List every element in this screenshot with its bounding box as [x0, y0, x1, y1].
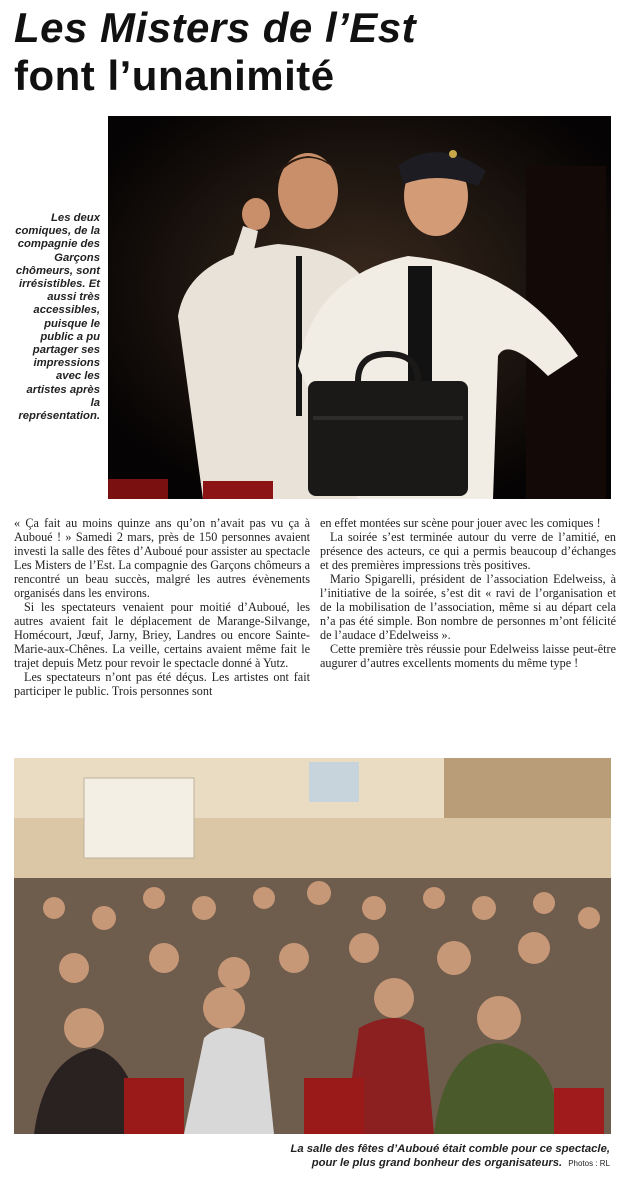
headline-line-1: Les Misters de l’Est — [14, 4, 417, 51]
paragraph: Les spectateurs n’ont pas été déçus. Les artistes ont fait participer le public. Trois personnes sont — [14, 670, 310, 698]
article-body — [14, 516, 616, 752]
audience-crowd — [14, 878, 611, 1134]
caption-line-2 — [220, 1156, 610, 1171]
text-column-left — [14, 516, 310, 698]
paragraph: « Ça fait au moins quinze ans qu’on n’avait pas vu ça à Auboué ! » Samedi 2 mars, près de 150 personnes avaient investi la salle des fêtes d’Auboué pour assister au spectacle Les Misters de l’Est. La compagnie des Garçons chômeurs a rencontré un beau succès, malgré les autres évènements organisés dans les environs. — [14, 516, 310, 600]
paragraph: Mario Spigarelli, président de l’association Edelweiss, à l’initiative de la soirée, s’est dit « ravi de l’organisation et de la mobilisation de l’association, même si au départ cela n’a pas été simple. Bon nombre de personnes m’ont félicité de l’audace d’Edelweiss ». — [320, 572, 616, 642]
caption-line-1: La salle des fêtes d’Auboué était comble pour ce spectacle, — [290, 1143, 610, 1155]
audience-photo-caption — [220, 1142, 610, 1171]
stage-illustration — [108, 116, 611, 499]
paragraph: en effet montées sur scène pour jouer avec les comiques ! — [320, 516, 601, 530]
photo-credit: Photos : RL — [568, 1159, 610, 1168]
paragraph: Cette première très réussie pour Edelweiss laisse peut-être augurer d’autres excellents moments du même type ! — [320, 642, 616, 670]
text-column-right — [320, 516, 616, 670]
stage-photo — [108, 116, 611, 499]
headline-line-2: font l’unanimité — [14, 52, 335, 99]
paragraph: Si les spectateurs venaient pour moitié d’Auboué, les autres avaient fait le déplacement de Marange-Silvange, Homécourt, Jœuf, Jarny, Briey, Landres ou encore Sainte-Marie-aux-Chênes. La veille, certains avaient même fait le trajet depuis Metz pour revoir le spectacle donné à Yutz. — [14, 600, 310, 670]
paragraph: La soirée s’est terminée autour du verre de l’amitié, en présence des acteurs, ce qui a permis beaucoup d’échanges et des premières impressions très positives. — [320, 530, 616, 572]
caption-line-2-text: pour le plus grand bonheur des organisateurs. — [311, 1157, 563, 1169]
audience-illustration — [14, 758, 611, 1134]
stage-photo-caption: Les deux comiques, de la compagnie des Garçons chômeurs, sont irrésistibles. Et aussi très accessibles, puisque le public a pu partager ses impressions avec les artistes après la représentation. — [15, 212, 100, 423]
audience-photo — [14, 758, 611, 1134]
